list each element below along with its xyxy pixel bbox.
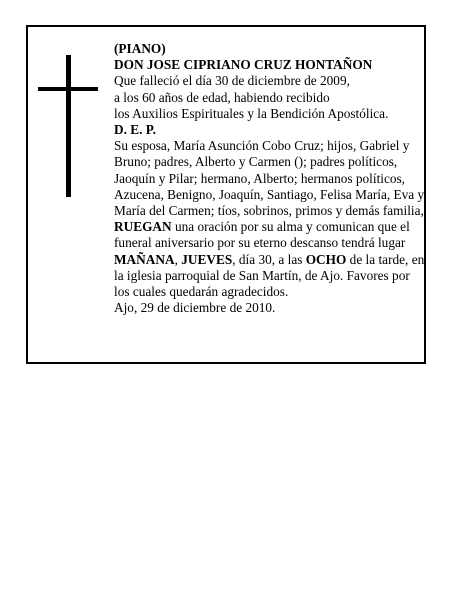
death-line-3: los Auxilios Espirituales y la Bendición Apostólica. [114, 105, 389, 121]
request-text-2: , día 30, a las [232, 251, 306, 267]
ruegan-word: RUEGAN [114, 219, 172, 235]
death-line-1: Que falleció el día 30 de diciembre de 2009, [114, 73, 350, 89]
place-date: Ajo, 29 de diciembre de 2010. [114, 300, 276, 316]
cross-horizontal-bar [38, 87, 98, 91]
jueves-word: JUEVES [181, 251, 233, 267]
dep-label: D. E. P. [114, 122, 156, 138]
deceased-name: DON JOSE CIPRIANO CRUZ HONTAÑON [114, 57, 373, 73]
ocho-word: OCHO [305, 251, 347, 267]
notice-text [114, 41, 426, 316]
cross-icon [38, 55, 98, 197]
instrument-label: (PIANO) [114, 41, 166, 56]
cross-vertical-bar [66, 55, 71, 197]
death-line-2: a los 60 años de edad, habiendo recibido [114, 89, 330, 105]
request-paragraph [114, 219, 426, 300]
request-text-1: una oración por su alma y comunican que el funeral aniversario por su eterno descanso tendrá lugar [114, 219, 410, 251]
family-paragraph: Su esposa, María Asunción Cobo Cruz; hijos, Gabriel y Bruno; padres, Alberto y Carmen (); padres políticos, Jaoquín y Pilar; hermano, Alberto; hermanos políticos, Azucena, Benigno, Joaquín, Santiago, Felisa María, Eva y María del Carmen; tíos, sobrinos, primos y demás familia, [114, 138, 425, 219]
manana-word: MAÑANA [114, 251, 175, 267]
obituary-notice [26, 25, 426, 364]
request-comma: , [174, 251, 182, 267]
request-text-3: de la tarde, en la iglesia parroquial de San Martín, de Ajo. Favores por los cuales quedarán agradecidos. [114, 251, 425, 300]
